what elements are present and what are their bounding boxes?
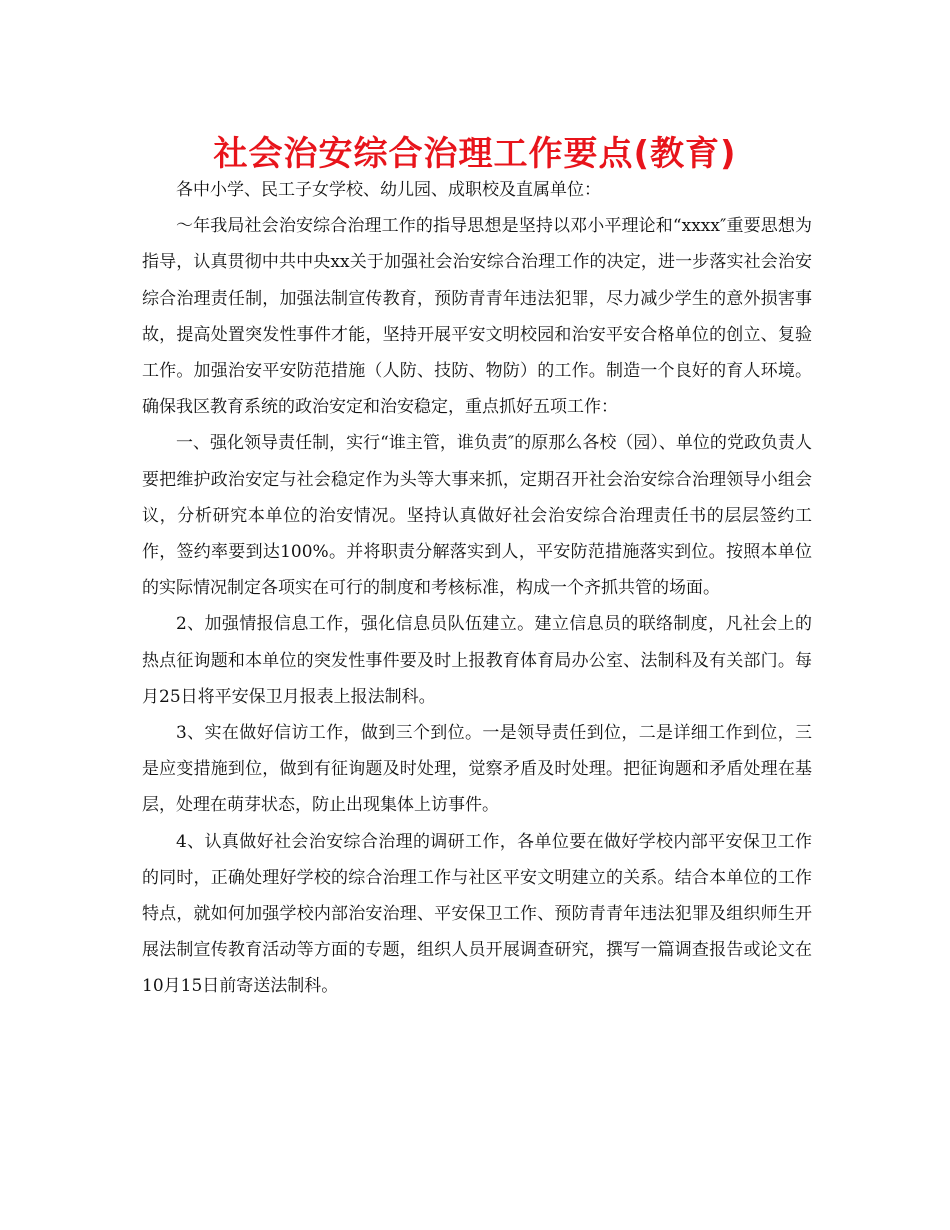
paragraph-item-1: 一、强化领导责任制，实行“谁主管，谁负责″的原那么各校（园）、单位的党政负责人要把维护政治安定与社会稳定作为头等大事来抓，定期召开社会治安综合治理领导小组会议，分析研究本单位的治安情况。坚持认真做好社会治安综合治理责任书的层层签约工作，签约率要到达100%。并将职责分解落实到人，平安防范措施落实到位。按照本单位的实际情况制定各项实在可行的制度和考核标准，构成一个齐抓共管的场面。: [142, 433, 812, 599]
paragraph-item-3: 3、实在做好信访工作，做到三个到位。一是领导责任到位，二是详细工作到位，三是应变措施到位，做到有征询题及时处理，觉察矛盾及时处理。把征询题和矛盾处理在基层，处理在萌芽状态，防止出现集体上访事件。: [142, 723, 812, 816]
document-title: 社会治安综合治理工作要点(教育): [213, 134, 737, 174]
paragraph-item-2: 2、加强情报信息工作，强化信息员队伍建立。建立信息员的联络制度，凡社会上的热点征询题和本单位的突发性事件要及时上报教育体育局办公室、法制科及有关部门。每月25日将平安保卫月报表上报法制科。: [142, 614, 812, 707]
paragraph-guiding-ideology: ～年我局社会治安综合治理工作的指导思想是坚持以邓小平理论和“xxxx″重要思想为指导，认真贯彻中共中央xx关于加强社会治安综合治理工作的决定，进一步落实社会治安综合治理责任制，加强法制宣传教育，预防青青年违法犯罪，尽力减少学生的意外损害事故，提高处置突发性事件才能，坚持开展平安文明校园和治安平安合格单位的创立、复验工作。加强治安平安防范措施（人防、技防、物防）的工作。制造一个良好的育人环境。确保我区教育系统的政治安定和治安稳定，重点抓好五项工作：: [142, 216, 812, 418]
document-body: [142, 172, 812, 1005]
paragraph-item-4: 4、认真做好社会治安综合治理的调研工作，各单位要在做好学校内部平安保卫工作的同时，正确处理好学校的综合治理工作与社区平安文明建立的关系。结合本单位的工作特点，就如何加强学校内部治安治理、平安保卫工作、预防青青年违法犯罪及组织师生开展法制宣传教育活动等方面的专题，组织人员开展调查研究，撰写一篇调查报告或论文在10月15日前寄送法制科。: [142, 831, 812, 997]
paragraph-salutation: 各中小学、民工子女学校、幼儿园、成职校及直属单位：: [176, 180, 601, 200]
